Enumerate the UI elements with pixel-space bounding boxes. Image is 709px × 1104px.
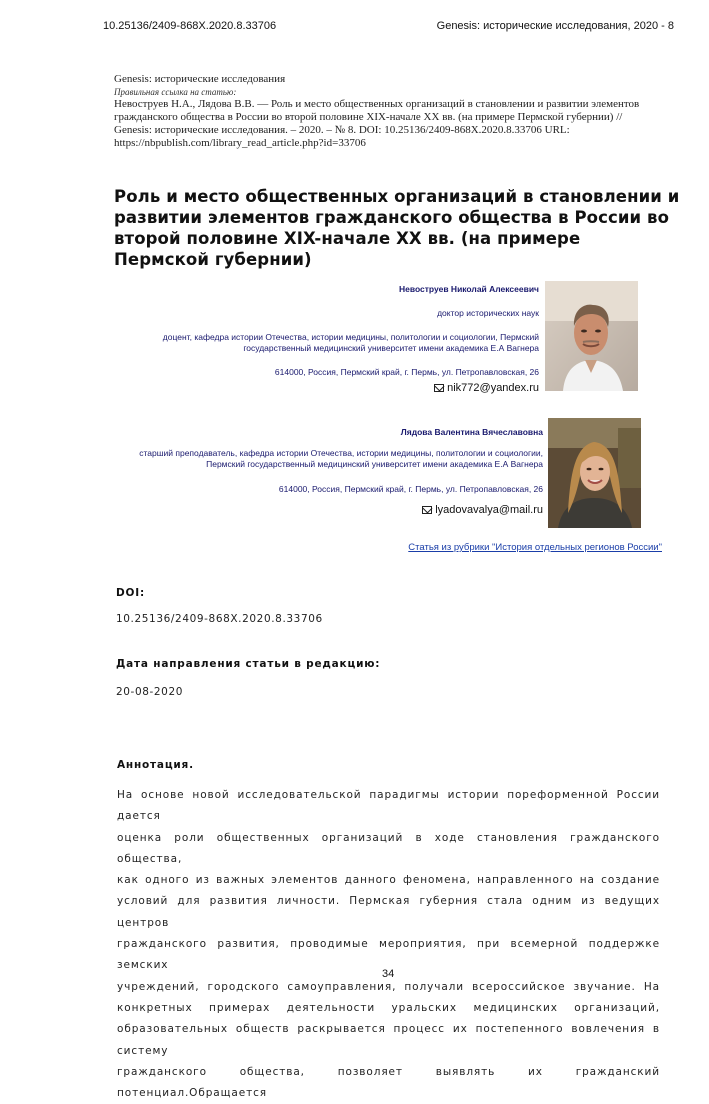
abstract-line: учреждений, городского самоуправления, получали всероссийское звучание. На bbox=[117, 980, 660, 993]
author-2-portrait-image bbox=[548, 418, 641, 528]
envelope-icon bbox=[434, 384, 444, 392]
email-text[interactable]: nik772@yandex.ru bbox=[447, 382, 539, 394]
submitted-value: 20-08-2020 bbox=[116, 686, 184, 698]
citation-line: Genesis: исторические исследования. – 2020. – № 8. DOI: 10.25136/2409-868X.2020.8.33706 URL: bbox=[114, 124, 570, 136]
page-number: 34 bbox=[382, 968, 395, 980]
doi-value: 10.25136/2409-868X.2020.8.33706 bbox=[116, 613, 323, 625]
author-2-email[interactable] bbox=[422, 504, 543, 516]
abstract-line: оценка роли общественных организаций в ходе становления гражданского общества, bbox=[117, 831, 660, 865]
author-position-line: старший преподаватель, кафедра истории Отечества, истории медицины, политологии и социологии, bbox=[139, 448, 543, 458]
author-name: Лядова Валентина Вячеславовна bbox=[400, 427, 543, 437]
doi-label: DOI: bbox=[116, 587, 145, 599]
abstract-line: гражданского развития, проводимые мероприятия, при всемерной поддержке земских bbox=[117, 938, 660, 972]
author-1-email[interactable] bbox=[434, 382, 539, 394]
submitted-label: Дата направления статьи в редакцию: bbox=[116, 658, 381, 670]
abstract-line: условий для развития личности. Пермская губерния стала одним из ведущих центров bbox=[117, 895, 660, 929]
author-name: Невоструев Николай Алексеевич bbox=[398, 284, 539, 294]
abstract-line: конкретных примерах деятельности уральских медицинских организаций, bbox=[117, 1001, 660, 1014]
author-address: 614000, Россия, Пермский край, г. Пермь, ул. Петропавловская, 26 bbox=[274, 367, 539, 377]
envelope-icon bbox=[422, 506, 432, 514]
citation-line: https://nbpublish.com/library_read_article.php?id=33706 bbox=[114, 137, 366, 149]
abstract-line: гражданского общества, позволяет выявлять их гражданский потенциал.Обращается bbox=[117, 1065, 660, 1100]
author-1-portrait-image bbox=[545, 281, 638, 391]
author-1-info bbox=[109, 284, 539, 378]
title-line: Пермской губернии) bbox=[114, 250, 312, 269]
article-title bbox=[114, 186, 680, 270]
author-1-photo bbox=[545, 281, 638, 391]
title-line: Роль и место общественных организаций в становлении и bbox=[114, 187, 680, 206]
email-text[interactable]: lyadovavalya@mail.ru bbox=[435, 504, 543, 516]
abstract-label: Аннотация. bbox=[117, 759, 194, 771]
header-journal: Genesis: исторические исследования, 2020 - 8 bbox=[436, 20, 674, 32]
abstract-line: как одного из важных элементов данного феномена, направленного на создание bbox=[117, 874, 660, 887]
abstract-line: На основе новой исследовательской парадигмы истории пореформенной России дается bbox=[117, 789, 660, 823]
author-position-line: доцент, кафедра истории Отечества, истории медицины, политологии и социологии, Пермский bbox=[162, 332, 539, 342]
title-line: развитии элементов гражданского общества в России во bbox=[114, 208, 670, 227]
author-position-line: государственный медицинский университет имени академика Е.А Вагнера bbox=[243, 343, 539, 353]
citation-journal: Genesis: исторические исследования bbox=[114, 73, 286, 85]
author-position-line: Пермский государственный медицинский университет имени академика Е.А Вагнера bbox=[206, 459, 543, 469]
author-address: 614000, Россия, Пермский край, г. Пермь, ул. Петропавловская, 26 bbox=[278, 484, 543, 494]
author-2-photo bbox=[548, 418, 641, 528]
abstract-line: образовательных обществ раскрывается процесс их постепенного вовлечения в систему bbox=[117, 1023, 660, 1057]
citation-line: гражданского общества в России во второй половине XIX-начале XX вв. (на примере Пермской губернии) // bbox=[114, 111, 623, 123]
author-2-info bbox=[93, 427, 543, 495]
title-line: второй половине XIX-начале XX вв. (на примере bbox=[114, 229, 581, 248]
header-doi: 10.25136/2409-868X.2020.8.33706 bbox=[103, 20, 277, 32]
citation-line: Невоструев Н.А., Лядова В.В. — Роль и место общественных организаций в становлении и развитии элементов bbox=[114, 98, 640, 110]
rubric-link[interactable]: Статья из рубрики "История отдельных регионов России" bbox=[408, 542, 662, 553]
abstract-text bbox=[117, 785, 660, 1104]
author-degree: доктор исторических наук bbox=[437, 308, 539, 318]
citation-text bbox=[114, 98, 674, 150]
citation-label: Правильная ссылка на статью: bbox=[114, 87, 237, 97]
